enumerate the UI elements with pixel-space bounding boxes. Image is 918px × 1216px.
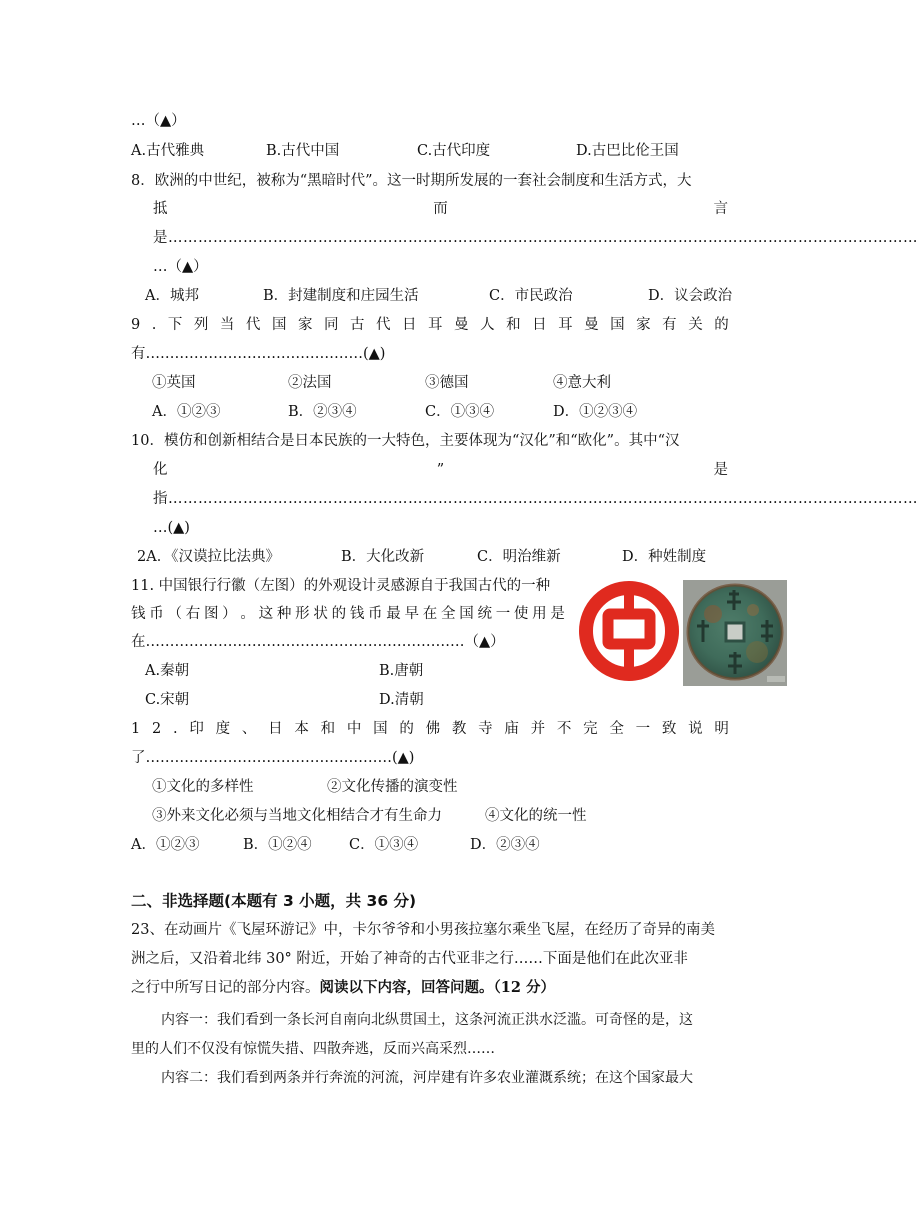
q12-option-a: A．①②③ [131, 837, 200, 853]
q12-stem-char: 致 [661, 721, 677, 737]
q11-option-d: D.清朝 [379, 692, 424, 708]
q12-stem-char: 佛 [425, 721, 441, 737]
content1-line1: 内容一：我们看到一条长河自南向北纵贯国土，这条河流正洪水泛滥。可奇怪的是，这 [161, 1012, 693, 1028]
q9-stem-char: 的 [714, 317, 729, 333]
q9-item-1: ①英国 [152, 375, 196, 391]
q9-stem-char: . [151, 317, 157, 333]
ancient-coin-image [683, 580, 787, 686]
q12-stem-char: 本 [294, 721, 309, 737]
q9-option-b: B．②③④ [288, 404, 357, 420]
q11-option-c: C.宋朝 [145, 692, 190, 708]
q9-stem-char: 和 [506, 317, 521, 333]
q12-stem [131, 719, 729, 739]
q11-stem-char: 状 [313, 606, 328, 622]
q10-spread-char: 是 [713, 462, 728, 478]
q11-stem-char: 币 [368, 606, 383, 622]
q9-stem-char: 有 [662, 317, 677, 333]
q10-spread-char: ” [436, 462, 445, 478]
q7-option-c: C.古代印度 [417, 143, 491, 159]
q8-leader-lead: 是 [153, 230, 168, 246]
q11-stem-char: 一 [495, 606, 511, 622]
q11-stem-char: （ [167, 606, 182, 622]
q11-stem-char: ） [222, 606, 237, 622]
q9-stem-char: 古 [349, 317, 365, 333]
q12-stem-char: 完 [583, 721, 598, 737]
q8-option-b: B．封建制度和庄园生活 [263, 288, 419, 304]
q10-leader-lead: 指 [153, 491, 168, 507]
q11-stem-char: 是 [550, 606, 565, 622]
content1-line2: 里的人们不仅没有惊慌失措、四散奔逃，反而兴高采烈…… [131, 1041, 495, 1057]
q9-stem-char: 列 [193, 317, 209, 333]
q11-stem-char: 币 [149, 606, 164, 622]
q10-tail: …(▲) [153, 520, 190, 536]
q9-option-d: D．①②③④ [553, 404, 638, 420]
q12-stem-line2: 了……………………………………………(▲) [131, 750, 415, 766]
q10-option-a: 2A．《汉谟拉比法典》 [137, 549, 280, 565]
q9-stem-char: 代 [376, 317, 391, 333]
q9-stem-char: 日 [532, 317, 547, 333]
q11-stem: 11. 中国银行行徽（左图）的外观设计灵感源自于我国古代的一种 [131, 578, 551, 594]
q9-stem-char: 家 [297, 317, 313, 333]
q9-stem-char: 关 [688, 317, 703, 333]
q8-spread-char: 抵 [153, 201, 168, 217]
q11-stem-char: 种 [276, 606, 292, 622]
q9-stem-char: 国 [610, 317, 625, 333]
q11-stem-char: 国 [459, 606, 474, 622]
q9-item-4: ④意大利 [553, 375, 611, 391]
q8-tail: …（▲） [153, 259, 208, 275]
q12-stem-char: 全 [609, 721, 624, 737]
q11-stem-char: 的 [331, 606, 347, 622]
q12-option-d: D．②③④ [470, 837, 540, 853]
q12-stem-char: 2 [151, 721, 162, 737]
q8-spread-char: 言 [713, 201, 728, 217]
q12-stem-char: 并 [530, 721, 546, 737]
q12-stem-char: 、 [241, 721, 257, 737]
q11-stem-char: 钱 [131, 606, 146, 622]
q12-stem-char: 印 [189, 721, 204, 737]
q9-stem-char: 下 [167, 317, 183, 333]
q12-stem-char: 一 [635, 721, 651, 737]
q8-spread-line [153, 199, 728, 219]
q8-leader-line: 是…………………………………………………………………………………………………………………………………… [153, 230, 918, 246]
q8-option-d: D．议会政治 [648, 288, 733, 304]
q9-stem [131, 315, 729, 335]
q11-stem-char: 钱 [349, 606, 365, 622]
q9-stem-char: 9 [131, 317, 141, 333]
q9-item-2: ②法国 [288, 375, 332, 391]
q12-stem-char: 1 [131, 721, 141, 737]
q12-option-b: B．①②④ [243, 837, 312, 853]
q10-option-d: D．种姓制度 [622, 549, 707, 565]
q8-stem: 8．欧洲的中世纪，被称为“黑暗时代”。这一时期所发展的一套社会制度和生活方式，大 [131, 173, 692, 189]
q9-stem-char: 人 [480, 317, 495, 333]
q12-item-3: ③外来文化必须与当地文化相结合才有生命力 [152, 808, 442, 824]
q10-spread-line [153, 460, 728, 480]
q9-item-3: ③德国 [425, 375, 469, 391]
q11-stem-char: 。 [240, 606, 255, 622]
q9-stem-char: 曼 [454, 317, 469, 333]
q12-item-2: ②文化传播的演变性 [327, 779, 458, 795]
q10-stem: 10．模仿和创新相结合是日本民族的一大特色，主要体现为“汉化”和“欧化”。其中“汉 [131, 433, 680, 449]
q9-stem-char: 家 [636, 317, 651, 333]
q11-stem-char: 早 [404, 606, 420, 622]
q11-option-a: A.秦朝 [145, 663, 190, 679]
q12-stem-char: 日 [268, 721, 283, 737]
q23-instruction: 阅读以下内容，回答问题。（12 分） [319, 979, 555, 996]
q11-stem-char: 形 [295, 606, 310, 622]
q12-stem-char: . [172, 721, 178, 737]
q23-stem-line3-text: 之行中所写日记的部分内容。 [131, 980, 320, 996]
q12-stem-char: 和 [320, 721, 336, 737]
q12-stem-char: 度 [215, 721, 231, 737]
q9-stem-char: 代 [245, 317, 261, 333]
q9-stem-char: 当 [219, 317, 235, 333]
section-heading: 二、非选择题(本题有 3 小题，共 36 分) [131, 892, 417, 910]
q12-stem-char: 教 [451, 721, 467, 737]
q8-option-a: A．城邦 [145, 288, 199, 304]
q12-stem-char: 中 [346, 721, 362, 737]
q12-stem-char: 说 [688, 721, 703, 737]
content2-line1: 内容二：我们看到两条并行奔流的河流，河岸建有许多农业灌溉系统；在这个国家最大 [161, 1070, 693, 1086]
q9-stem-char: 耳 [428, 317, 443, 333]
q11-stem-char: 这 [258, 606, 274, 622]
q7-option-a: A.古代雅典 [131, 143, 205, 159]
q10-leader-line: 指…………………………………………………………………………………………………………………………………… [153, 491, 918, 507]
q12-stem-char: 寺 [478, 721, 493, 737]
q11-stem-line3: 在…………………………………………………………（▲） [131, 634, 505, 650]
q9-option-c: C．①③④ [425, 404, 495, 420]
q11-stem-char: 全 [440, 606, 456, 622]
q12-option-c: C．①③④ [349, 837, 419, 853]
q11-stem-line2 [131, 604, 565, 624]
q8-option-c: C．市民政治 [489, 288, 573, 304]
q8-spread-char: 而 [433, 201, 448, 217]
q11-stem-char: 图 [203, 606, 219, 622]
q11-option-b: B.唐朝 [379, 663, 424, 679]
q12-stem-char: 国 [373, 721, 388, 737]
q12-stem-char: 庙 [504, 721, 519, 737]
q9-stem-char: 耳 [558, 317, 573, 333]
q9-stem-char: 日 [402, 317, 417, 333]
q23-stem-line3 [131, 978, 555, 998]
q11-stem-char: 统 [477, 606, 492, 622]
q7-tail: …（▲） [131, 113, 186, 129]
q12-stem-char: 不 [556, 721, 572, 737]
q11-stem-char: 在 [422, 606, 438, 622]
q23-stem-line1: 23、在动画片《飞屋环游记》中，卡尔爷爷和小男孩拉塞尔乘坐飞屋，在经历了奇异的南美 [131, 922, 715, 938]
q10-option-c: C．明治维新 [477, 549, 561, 565]
q10-option-b: B．大化改新 [341, 549, 425, 565]
q9-stem-char: 国 [271, 317, 287, 333]
q12-stem-char: 明 [714, 721, 729, 737]
q9-stem-line2: 有………………………………………(▲) [131, 346, 386, 362]
q11-stem-char: 用 [532, 606, 547, 622]
q9-stem-char: 同 [323, 317, 339, 333]
q9-option-a: A．①②③ [152, 404, 221, 420]
q11-stem-char: 使 [513, 606, 529, 622]
bank-of-china-logo [578, 580, 680, 682]
q7-option-b: B.古代中国 [266, 143, 340, 159]
q11-stem-char: 右 [185, 606, 201, 622]
q7-option-d: D.古巴比伦王国 [576, 143, 679, 159]
q9-stem-char: 曼 [584, 317, 599, 333]
q23-stem-line2: 洲之后，又沿着北纬 30° 附近，开始了神奇的古代亚非之行……下面是他们在此次亚非 [131, 951, 688, 967]
q11-stem-char: 最 [386, 606, 401, 622]
q10-spread-char: 化 [153, 462, 168, 478]
q12-item-4: ④文化的统一性 [485, 808, 587, 824]
q12-stem-char: 的 [399, 721, 414, 737]
q12-item-1: ①文化的多样性 [152, 779, 254, 795]
